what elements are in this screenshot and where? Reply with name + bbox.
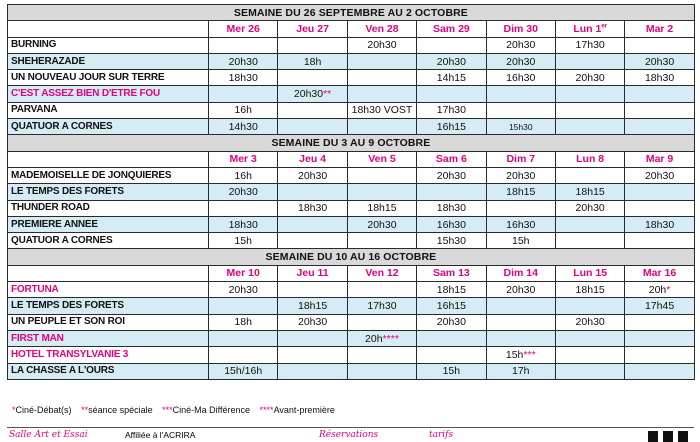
showtime-cell xyxy=(486,330,555,346)
film-row xyxy=(8,53,695,69)
showtime-cell: 20h30 xyxy=(347,216,416,232)
film-row xyxy=(8,298,695,314)
showtime-note-mark: **** xyxy=(382,332,399,345)
film-title: BURNING xyxy=(8,37,209,53)
showtime-cell: 20h30 xyxy=(555,70,624,86)
showtime-cell: 20h30 xyxy=(209,282,278,298)
day-header: Jeu 11 xyxy=(278,265,347,281)
showtime-cell xyxy=(347,70,416,86)
film-title: UN PEUPLE ET SON ROI xyxy=(8,314,209,330)
showtime-cell xyxy=(555,167,624,183)
showtime: 20h30 xyxy=(293,88,324,101)
showtime-cell xyxy=(347,53,416,69)
showtime-cell: 18h15 xyxy=(486,184,555,200)
showtime-cell: 15h30 xyxy=(486,119,555,135)
showtime-cell: 20h30 xyxy=(209,184,278,200)
showtime-cell xyxy=(278,102,347,118)
showtime-cell xyxy=(209,37,278,53)
showtime-cell: 20h30 xyxy=(555,200,624,216)
showtime-note-mark: * xyxy=(666,283,671,296)
showtime-cell: 18h30 xyxy=(209,216,278,232)
legend-item: **séance spéciale xyxy=(81,405,153,415)
day-header: Ven 12 xyxy=(347,265,416,281)
showtime-cell xyxy=(347,314,416,330)
showtime-cell xyxy=(625,330,694,346)
partner-logo-icon xyxy=(648,431,688,442)
showtime-cell xyxy=(278,37,347,53)
showtime-cell xyxy=(278,86,347,102)
showtime-cell xyxy=(555,347,624,363)
day-header: Mer 26 xyxy=(209,21,278,37)
showtime-cell xyxy=(417,330,486,346)
film-title: LE TEMPS DES FORETS xyxy=(8,184,209,200)
showtime-cell xyxy=(209,330,278,346)
film-title: MADEMOISELLE DE JONQUIERES xyxy=(8,167,209,183)
showtime-cell xyxy=(555,102,624,118)
showtime-cell xyxy=(625,37,694,53)
showtime-cell: 20h30 xyxy=(417,314,486,330)
showtime-cell: 20h30 xyxy=(278,314,347,330)
showtime-cell: 20h30 xyxy=(486,37,555,53)
showtime-cell: 20h30 xyxy=(486,53,555,69)
showtime-cell xyxy=(417,37,486,53)
showtime-cell xyxy=(625,200,694,216)
showtime-cell: 20h30 xyxy=(278,167,347,183)
day-header: Mar 9 xyxy=(625,151,694,167)
showtime-cell xyxy=(347,184,416,200)
showtime-cell xyxy=(278,347,347,363)
week-header-row xyxy=(8,135,695,151)
showtime-cell xyxy=(486,200,555,216)
showtime-cell: 20h30 xyxy=(209,53,278,69)
legend-item: ***Ciné-Ma Différence xyxy=(162,405,251,415)
showtime-cell xyxy=(347,363,416,379)
film-title: UN NOUVEAU JOUR SUR TERRE xyxy=(8,70,209,86)
showtime-cell xyxy=(555,233,624,249)
showtime-cell xyxy=(347,119,416,135)
showtime-cell xyxy=(625,184,694,200)
film-row xyxy=(8,119,695,135)
day-header: Dim 7 xyxy=(486,151,555,167)
showtime-cell xyxy=(555,119,624,135)
showtime-cell xyxy=(209,298,278,314)
film-title: C'EST ASSEZ BIEN D'ETRE FOU xyxy=(8,86,209,102)
day-header: Ven 5 xyxy=(347,151,416,167)
showtime-cell: 14h30 xyxy=(209,119,278,135)
film-row xyxy=(8,70,695,86)
week-header-row xyxy=(8,249,695,265)
showtime-cell: 18h30 xyxy=(278,200,347,216)
film-title: LA CHASSE A L'OURS xyxy=(8,363,209,379)
film-title: SHEHERAZADE xyxy=(8,53,209,69)
showtime-cell: 16h xyxy=(209,102,278,118)
showtime-cell xyxy=(625,347,694,363)
day-header: Jeu 27 xyxy=(278,21,347,37)
showtime-cell: 16h15 xyxy=(417,298,486,314)
showtime-cell xyxy=(486,102,555,118)
showtime-cell: 20h30 xyxy=(486,282,555,298)
film-row xyxy=(8,86,695,102)
film-row xyxy=(8,314,695,330)
showtime-cell: 15h xyxy=(417,363,486,379)
film-row xyxy=(8,233,695,249)
day-header: Lun 8 xyxy=(555,151,624,167)
showtime-cell: 18h15 xyxy=(555,282,624,298)
film-title: QUATUOR A CORNES xyxy=(8,119,209,135)
day-header: Sam 29 xyxy=(417,21,486,37)
showtime-cell xyxy=(625,363,694,379)
showtime-cell: 18h xyxy=(278,53,347,69)
showtime-cell xyxy=(347,282,416,298)
showtime-cell: 15h xyxy=(209,233,278,249)
showtime-cell xyxy=(347,233,416,249)
showtime-cell xyxy=(555,216,624,232)
showtime-cell: 17h xyxy=(486,363,555,379)
showtime-cell: 18h xyxy=(209,314,278,330)
footer xyxy=(7,427,694,442)
film-row xyxy=(8,37,695,53)
showtime-cell: 16h15 xyxy=(417,119,486,135)
showtime-cell xyxy=(209,86,278,102)
showtime-cell: 20h30 xyxy=(625,167,694,183)
showtime: 15h xyxy=(505,348,524,361)
showtime-cell xyxy=(625,102,694,118)
showtime-cell xyxy=(278,70,347,86)
showtime-cell xyxy=(625,314,694,330)
showtime-cell xyxy=(417,86,486,102)
day-header: Mer 3 xyxy=(209,151,278,167)
showtime-cell: 15h30 xyxy=(417,233,486,249)
day-header: Mar 2 xyxy=(625,21,694,37)
day-header: Dim 30 xyxy=(486,21,555,37)
showtime-cell xyxy=(278,184,347,200)
film-title: FIRST MAN xyxy=(8,330,209,346)
showtime-cell: 16h30 xyxy=(417,216,486,232)
showtime-cell: 20h30 xyxy=(347,37,416,53)
day-header: Sam 13 xyxy=(417,265,486,281)
week-title: SEMAINE DU 26 SEPTEMBRE AU 2 OCTOBRE xyxy=(8,5,695,21)
showtime-cell xyxy=(347,86,416,102)
showtime-cell: 15h/16h xyxy=(209,363,278,379)
legend-item: *Ciné-Débat(s) xyxy=(12,405,72,415)
day-header: Mar 16 xyxy=(625,265,694,281)
showtime-cell xyxy=(278,119,347,135)
showtime-note-mark: *** xyxy=(523,348,536,361)
showtime-cell: 18h15 xyxy=(278,298,347,314)
day-header: Dim 14 xyxy=(486,265,555,281)
days-row xyxy=(8,21,695,37)
showtime-cell xyxy=(347,167,416,183)
days-row-blank xyxy=(8,151,209,167)
days-row-blank xyxy=(8,265,209,281)
showtime-cell: 20h30 xyxy=(555,314,624,330)
film-title: PREMIERE ANNEE xyxy=(8,216,209,232)
showtime-cell xyxy=(278,363,347,379)
legend-item: ****Avant-première xyxy=(259,405,335,415)
film-row xyxy=(8,200,695,216)
showtime-cell xyxy=(486,314,555,330)
showtime-cell xyxy=(209,200,278,216)
showtime-cell: 16h30 xyxy=(486,70,555,86)
showtime-cell xyxy=(347,330,416,346)
showtime-cell xyxy=(417,184,486,200)
showtime-cell: 18h15 xyxy=(347,200,416,216)
film-title: FORTUNA xyxy=(8,282,209,298)
days-row xyxy=(8,265,695,281)
film-row xyxy=(8,184,695,200)
week-header-row xyxy=(8,5,695,21)
film-title: PARVANA xyxy=(8,102,209,118)
day-header: Lun 1er xyxy=(555,21,624,37)
showtime-cell xyxy=(278,282,347,298)
film-row xyxy=(8,282,695,298)
showtime-cell: 17h30 xyxy=(347,298,416,314)
week-title: SEMAINE DU 10 AU 16 OCTOBRE xyxy=(8,249,695,265)
day-header: Jeu 4 xyxy=(278,151,347,167)
showtime-cell xyxy=(486,347,555,363)
showtime-cell xyxy=(278,216,347,232)
showtime-cell xyxy=(625,233,694,249)
showtime-cell: 15h xyxy=(486,233,555,249)
showtime-cell: 18h30 xyxy=(625,70,694,86)
footer-reservations: Réservations xyxy=(319,430,379,440)
showtime-cell: 17h45 xyxy=(625,298,694,314)
showtime-cell: 18h15 xyxy=(417,282,486,298)
schedule-table xyxy=(7,4,695,380)
showtime-cell: 20h30 xyxy=(417,53,486,69)
showtime-cell xyxy=(555,86,624,102)
film-title: QUATUOR A CORNES xyxy=(8,233,209,249)
showtime-cell xyxy=(486,298,555,314)
film-title: HOTEL TRANSYLVANIE 3 xyxy=(8,347,209,363)
film-title: LE TEMPS DES FORETS xyxy=(8,298,209,314)
film-row xyxy=(8,347,695,363)
showtime-cell: 18h15 xyxy=(555,184,624,200)
showtime-cell: 18h30 VOST xyxy=(347,102,416,118)
film-row xyxy=(8,330,695,346)
showtime: 20h xyxy=(365,332,383,345)
showtime-cell: 14h15 xyxy=(417,70,486,86)
week-title: SEMAINE DU 3 AU 9 OCTOBRE xyxy=(8,135,695,151)
showtime-cell xyxy=(347,347,416,363)
showtime-cell xyxy=(278,233,347,249)
showtime-cell: 20h30 xyxy=(486,167,555,183)
showtime-cell: 16h30 xyxy=(486,216,555,232)
showtime-cell: 18h30 xyxy=(625,216,694,232)
film-title: THUNDER ROAD xyxy=(8,200,209,216)
days-row-blank xyxy=(8,21,209,37)
footer-salle: Salle Art et Essai xyxy=(9,430,88,440)
showtime-cell: 16h xyxy=(209,167,278,183)
showtime-cell: 18h30 xyxy=(417,200,486,216)
footer-tarifs: tarifs xyxy=(429,430,454,440)
days-row xyxy=(8,151,695,167)
showtime-cell xyxy=(555,298,624,314)
day-header: Ven 28 xyxy=(347,21,416,37)
legend xyxy=(12,405,342,415)
showtime-note-mark: ** xyxy=(323,88,332,101)
showtime-cell xyxy=(555,363,624,379)
showtime-cell: 17h30 xyxy=(417,102,486,118)
showtime-cell: 17h30 xyxy=(555,37,624,53)
showtime-cell xyxy=(625,282,694,298)
film-row xyxy=(8,167,695,183)
showtime-cell: 20h30 xyxy=(625,53,694,69)
film-row xyxy=(8,102,695,118)
showtime: 20h xyxy=(648,283,667,296)
showtime-cell xyxy=(625,119,694,135)
showtime-cell xyxy=(555,53,624,69)
day-header: Mer 10 xyxy=(209,265,278,281)
film-row xyxy=(8,216,695,232)
showtime-cell: 18h30 xyxy=(209,70,278,86)
day-header: Sam 6 xyxy=(417,151,486,167)
day-header: Lun 15 xyxy=(555,265,624,281)
showtime-cell xyxy=(555,330,624,346)
footer-affiliation: Affiliée à l'ACRIRA xyxy=(125,430,196,440)
showtime-cell xyxy=(417,347,486,363)
showtime-cell xyxy=(278,330,347,346)
film-row xyxy=(8,363,695,379)
showtime-cell xyxy=(209,347,278,363)
showtime-cell: 20h30 xyxy=(417,167,486,183)
showtime-cell xyxy=(486,86,555,102)
showtime-cell xyxy=(625,86,694,102)
